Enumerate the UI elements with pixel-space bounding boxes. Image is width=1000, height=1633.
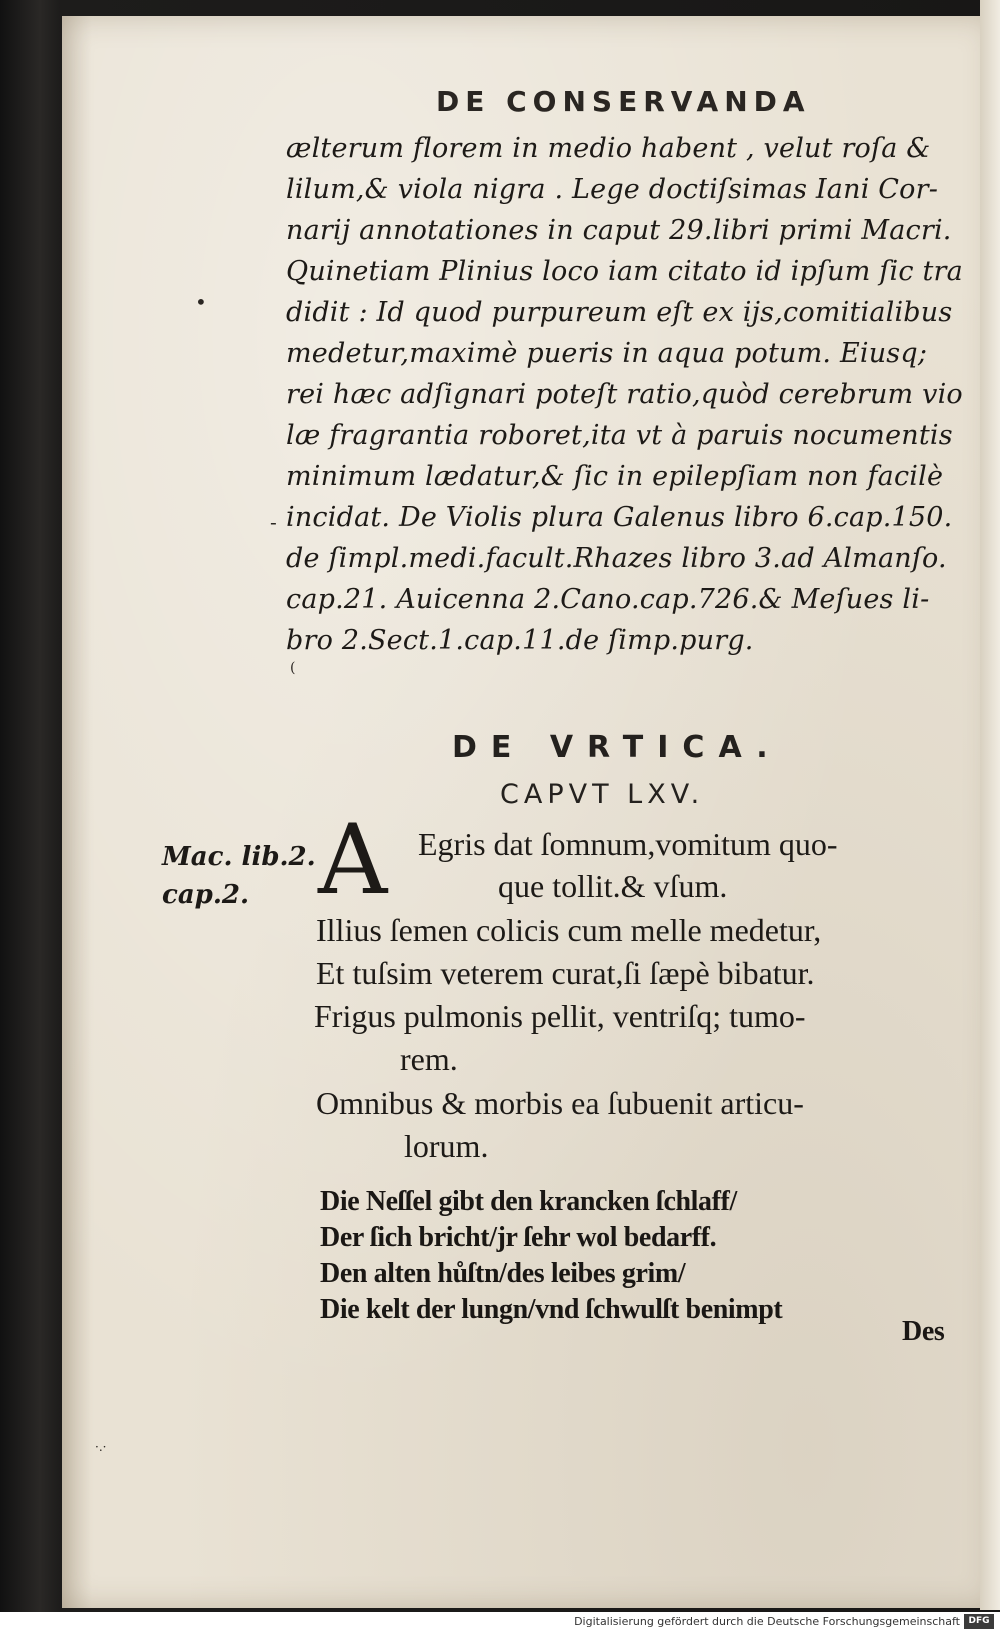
body-line: rei hæc adſignari poteſt ratio,quòd cerebrum vio	[286, 379, 963, 410]
body-line: lilum,& viola nigra . Lege doctiſsimas Iani Cor-	[286, 174, 939, 205]
page-edge	[980, 0, 1000, 1610]
verse-line: Illius ſemen colicis cum melle medetur,	[316, 912, 822, 948]
body-line: de ſimpl.medi.facult.Rhazes libro 3.ad Almanſo.	[286, 543, 947, 574]
body-line: ælterum florem in medio habent , velut roſa &	[286, 133, 931, 164]
stray-mark: ·.·	[95, 1440, 107, 1454]
german-line: Die Neſſel gibt den krancken ſchlaff/	[320, 1186, 737, 1217]
body-line: incidat. De Violis plura Galenus libro 6.cap.150.	[286, 502, 953, 533]
verse-line: que tollit.& vſum.	[498, 868, 728, 904]
running-title: DE CONSERVANDA	[436, 85, 811, 118]
stray-mark: •	[195, 290, 207, 314]
section-subtitle: CAPVT LXV.	[500, 779, 705, 810]
body-line: læ fragrantia roboret,ita vt à paruis nocumentis	[286, 420, 953, 451]
dfg-logo[interactable]: DFG	[964, 1614, 994, 1629]
german-line: Den alten hůſtn/des leibes grim/	[320, 1258, 686, 1289]
german-line: Die kelt der lungn/vnd ſchwulſt benimpt	[320, 1294, 783, 1325]
marginal-note-line: cap.2.	[162, 880, 250, 910]
book-page	[62, 16, 994, 1608]
stray-mark: (	[290, 660, 296, 676]
body-line: Quinetiam Plinius loco iam citato id ipſum ſic tra	[286, 256, 963, 287]
section-title: DE VRTICA.	[452, 730, 782, 765]
body-line: narij annotationes in caput 29.libri primi Macri.	[286, 215, 952, 246]
footer-credit[interactable]: Digitalisierung gefördert durch die Deutsche Forschungsgemeinschaft	[574, 1615, 960, 1628]
body-line: bro 2.Sect.1.cap.11.de ſimp.purg.	[286, 625, 754, 656]
body-line: minimum lædatur,& ſic in epilepſiam non facilè	[286, 461, 944, 492]
catchword: Des	[902, 1316, 945, 1347]
drop-cap: A	[318, 804, 388, 916]
german-line: Der ſich bricht/jr ſehr wol bedarff.	[320, 1222, 717, 1253]
body-line: didit : Id quod purpureum eſt ex ijs,comitialibus	[286, 297, 953, 328]
verse-line: lorum.	[404, 1128, 489, 1164]
marginal-note-line: Mac. lib.2.	[162, 842, 316, 872]
stray-mark: -	[270, 510, 277, 534]
verse-line: Et tuſsim veterem curat,ſi ſæpè bibatur.	[316, 955, 815, 991]
verse-line: Frigus pulmonis pellit, ventriſq; tumo-	[314, 998, 806, 1034]
body-line: cap.21. Auicenna 2.Cano.cap.726.& Meſues li-	[286, 584, 930, 615]
verse-line: Egris dat ſomnum,vomitum quo-	[418, 826, 838, 862]
verse-line: Omnibus & morbis ea ſubuenit articu-	[316, 1085, 804, 1121]
body-line: medetur,maximè pueris in aqua potum. Eiusq;	[286, 338, 928, 369]
verse-line: rem.	[400, 1041, 458, 1077]
